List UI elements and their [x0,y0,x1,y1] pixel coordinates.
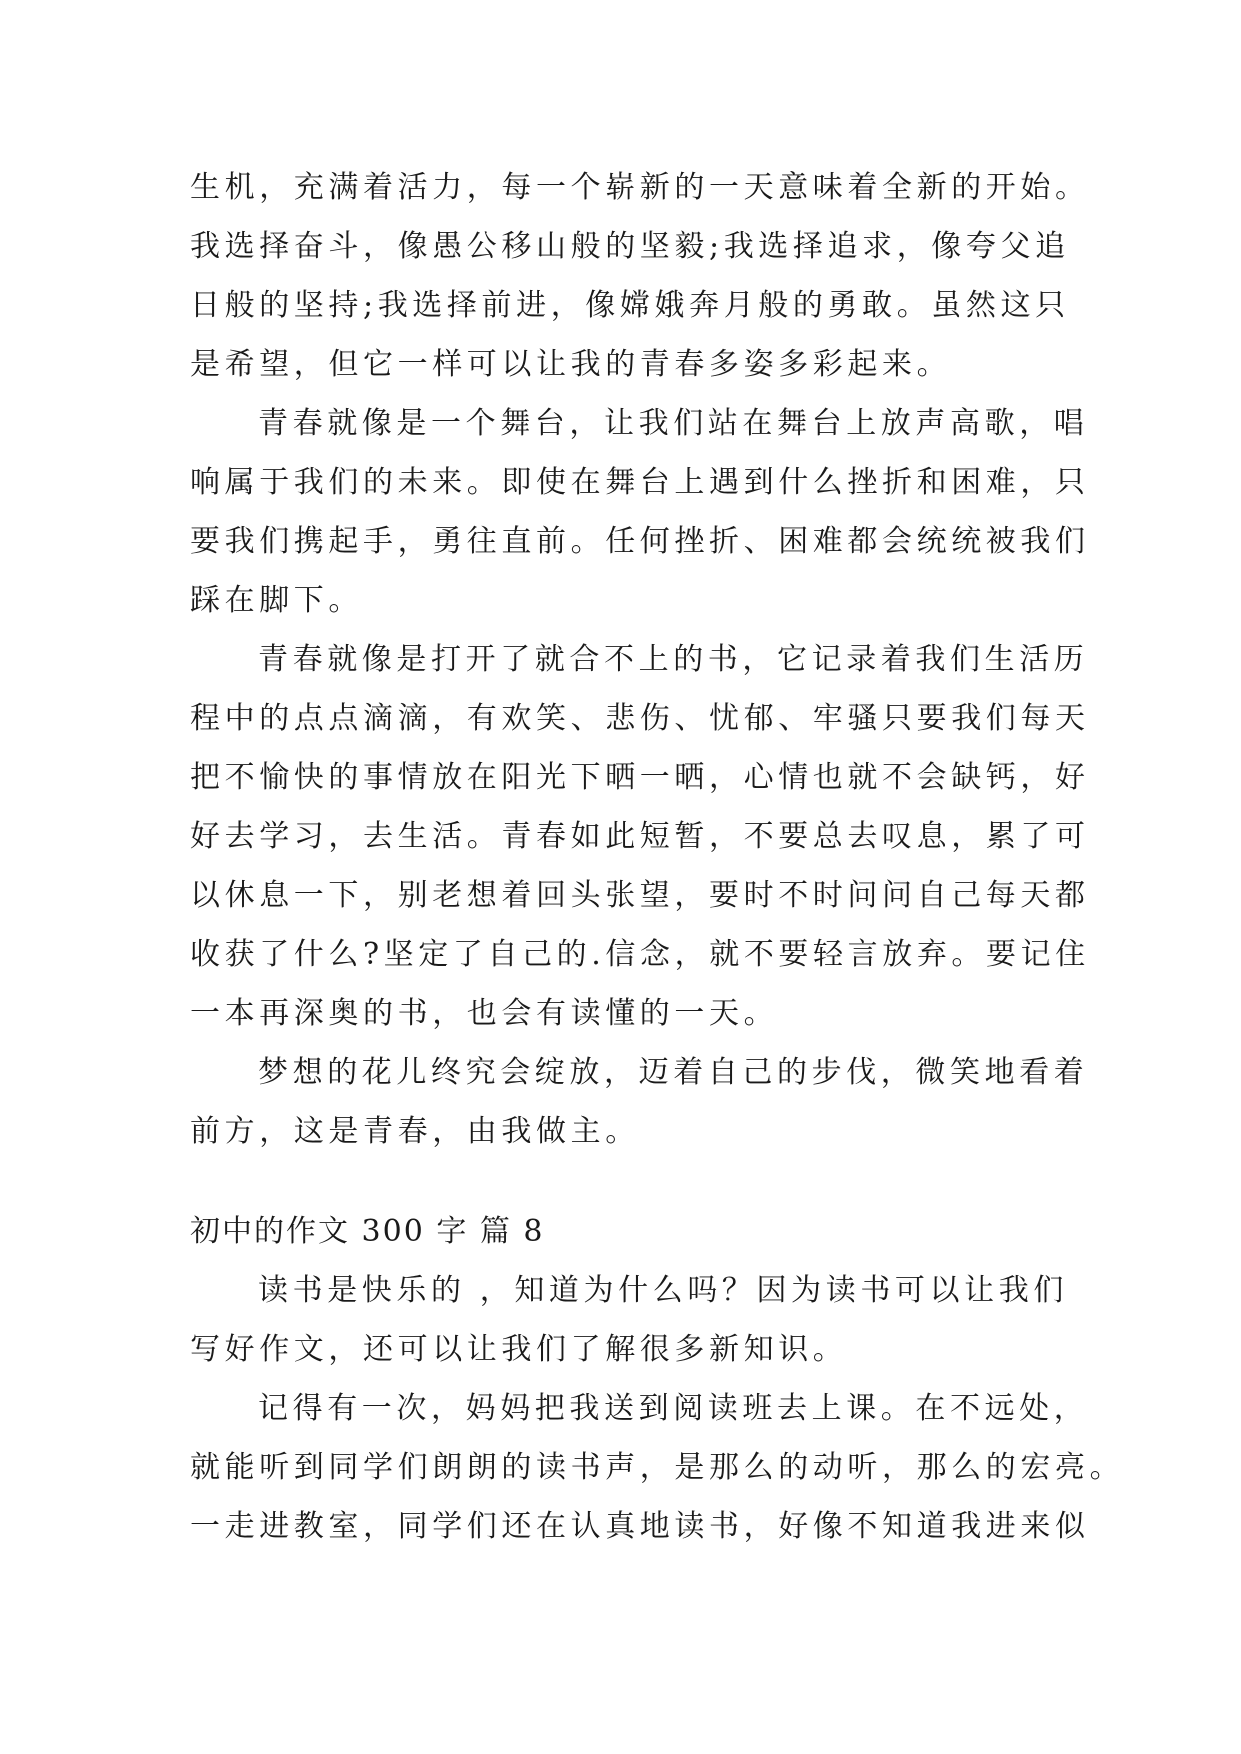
essay-heading: 初中的作文 300 字 篇 8 [190,1214,545,1249]
paragraph-line: 一走进教室，同学们还在认真地读书，好像不知道我进来似 [190,1509,1090,1544]
paragraph-line: 踩在脚下。 [190,583,363,618]
essay-body-part-1 [190,158,1090,1161]
paragraph-line: 要我们携起手，勇往直前。任何挫折、困难都会统统被我们 [190,524,1090,559]
paragraph-line: 写好作文，还可以让我们了解很多新知识。 [190,1332,848,1367]
paragraph-line: 前方，这是青春，由我做主。 [190,1114,640,1149]
paragraph-line: 收获了什么?坚定了自己的.信念，就不要轻言放弃。要记住 [190,937,1090,972]
paragraph-line: 梦想的花儿终究会绽放，迈着自己的步伐，微笑地看着 [258,1055,1089,1090]
paragraph-line: 读书是快乐的 ，知道为什么吗？因为读书可以让我们 [258,1273,1068,1308]
paragraph-line: 好去学习，去生活。青春如此短暂，不要总去叹息，累了可 [190,819,1090,854]
paragraph-line: 就能听到同学们朗朗的读书声，是那么的动听，那么的宏亮。 [190,1450,1125,1485]
paragraph-line: 一本再深奥的书，也会有读懂的一天。 [190,996,779,1031]
paragraph-line: 记得有一次，妈妈把我送到阅读班去上课。在不远处， [258,1391,1089,1426]
paragraph-line: 青春就像是打开了就合不上的书，它记录着我们生活历 [258,642,1089,677]
paragraph-line: 程中的点点滴滴，有欢笑、悲伤、忧郁、牢骚只要我们每天 [190,701,1090,736]
paragraph-line: 把不愉快的事情放在阳光下晒一晒，心情也就不会缺钙，好 [190,760,1090,795]
paragraph-line: 我选择奋斗，像愚公移山般的坚毅;我选择追求，像夸父追 [190,229,1070,264]
paragraph-line: 生机，充满着活力，每一个崭新的一天意味着全新的开始。 [190,170,1090,205]
paragraph-line: 响属于我们的未来。即使在舞台上遇到什么挫折和困难，只 [190,465,1090,500]
essay-heading-block [190,1202,1052,1261]
essay-body-part-2 [190,1261,1125,1556]
paragraph-line: 以休息一下，别老想着回头张望，要时不时问问自己每天都 [190,878,1090,913]
paragraph-line: 日般的坚持;我选择前进，像嫦娥奔月般的勇敢。虽然这只 [190,288,1070,323]
paragraph-line: 青春就像是一个舞台，让我们站在舞台上放声高歌，唱 [258,406,1089,441]
paragraph-line: 是希望，但它一样可以让我的青春多姿多彩起来。 [190,347,952,382]
